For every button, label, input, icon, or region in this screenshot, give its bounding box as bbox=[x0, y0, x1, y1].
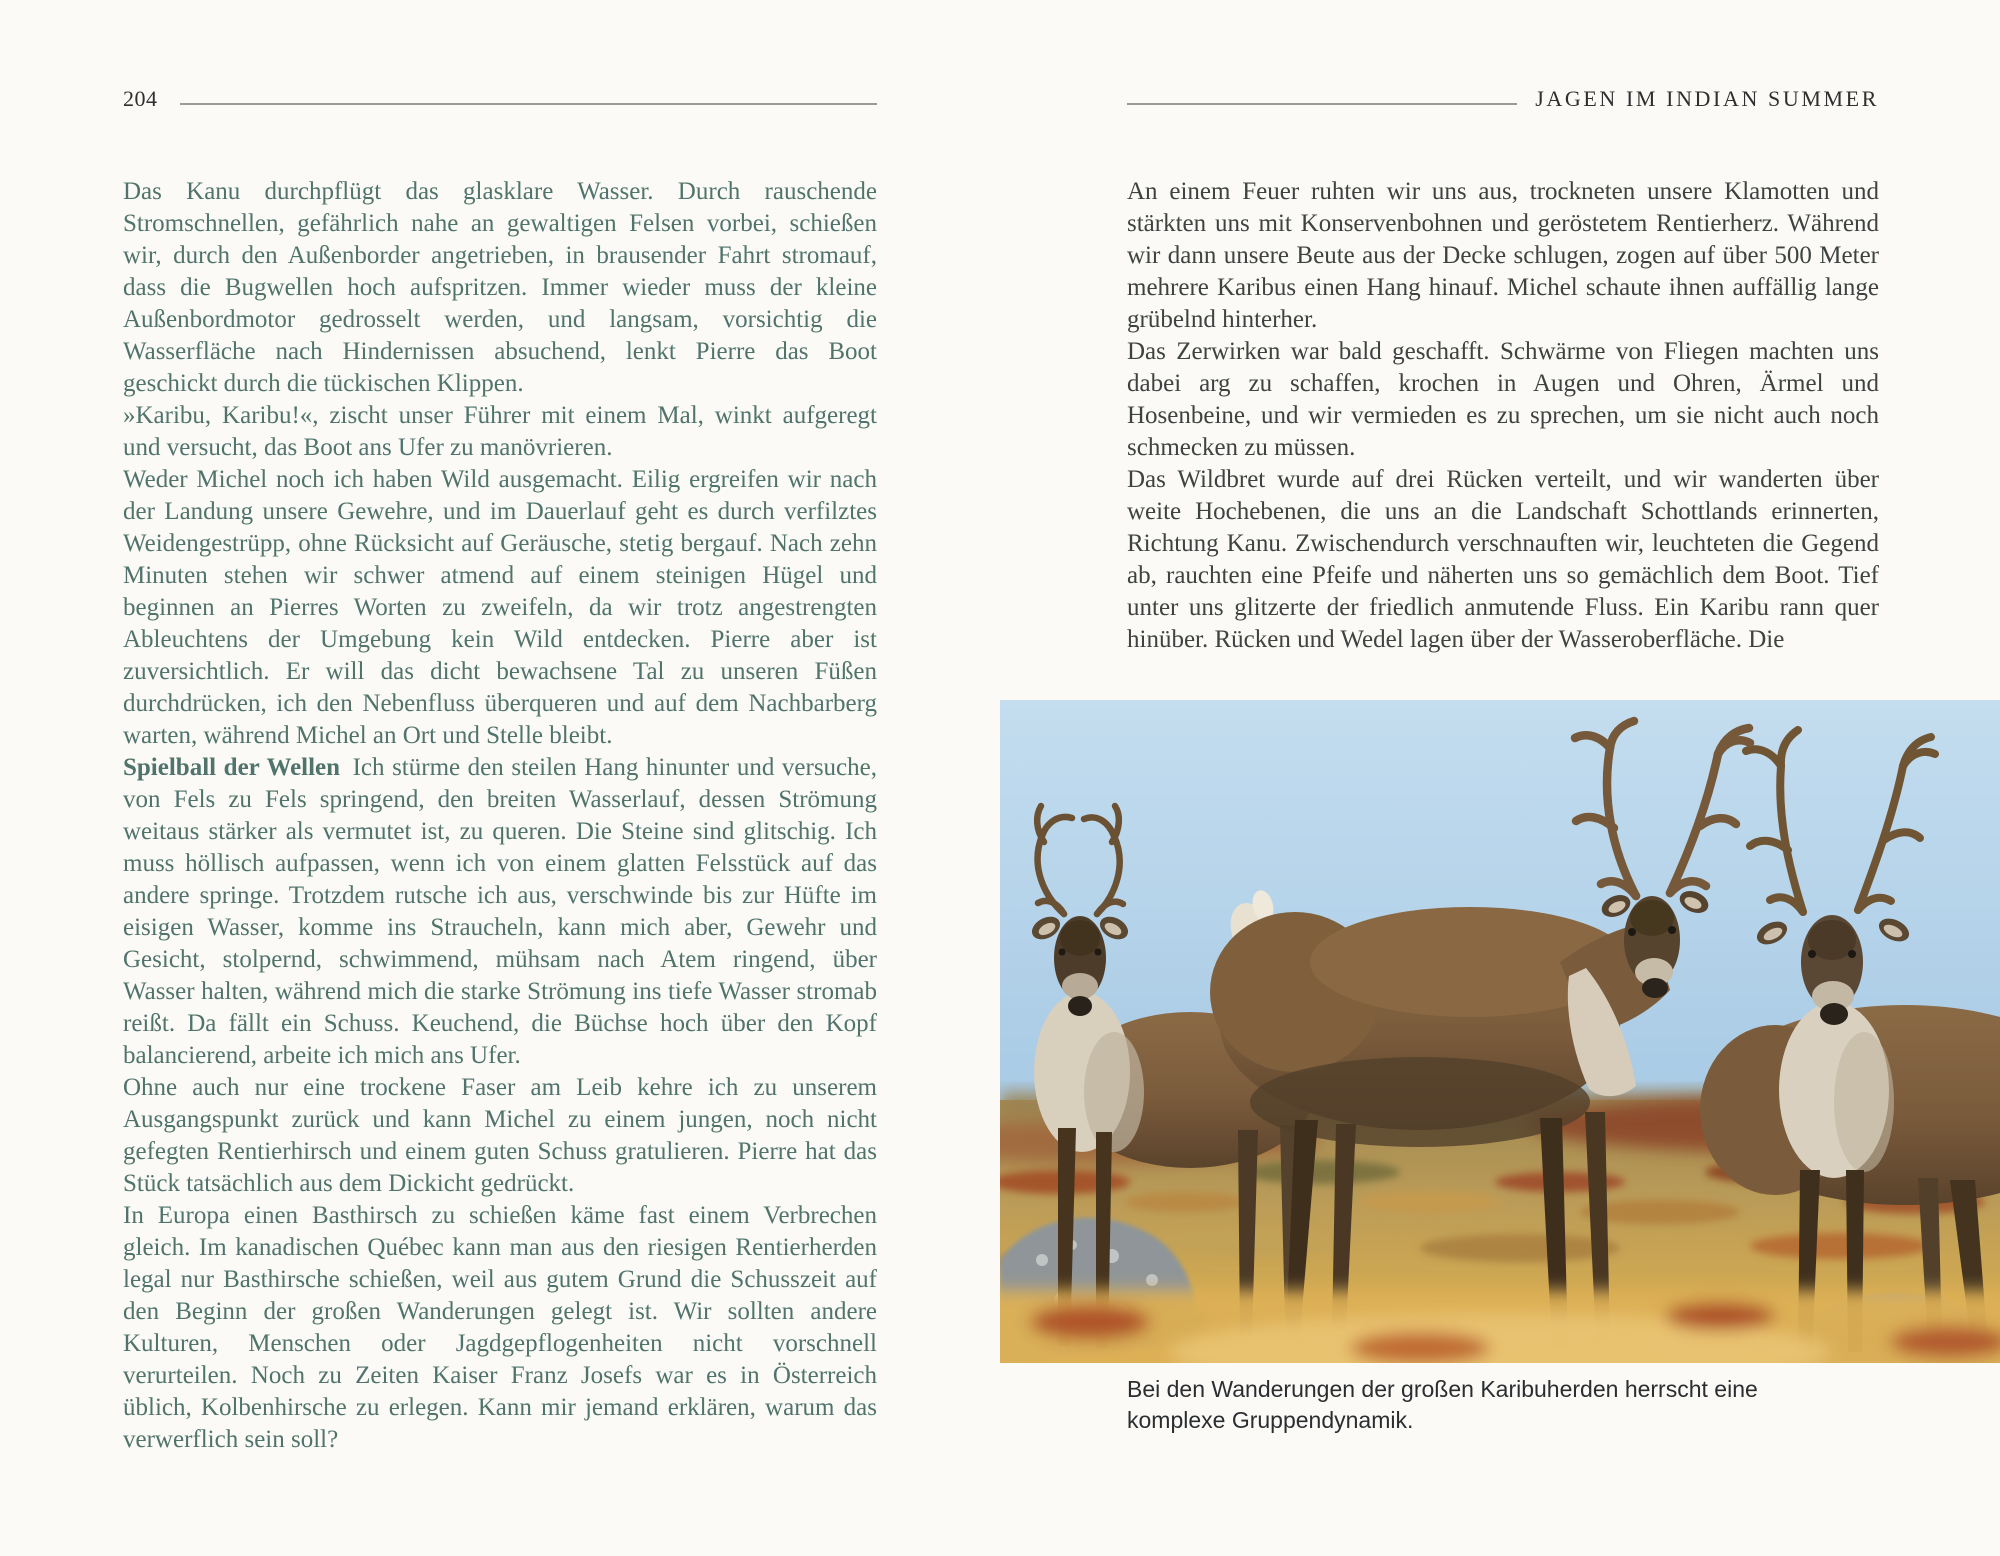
paragraph: Spielball der Wellen Ich stürme den steilen Hang hinunter und versuche, von Fels zu Fels springend, den breiten Wasserlauf, dessen Strömung weitaus stärker als vermutet ist, zu queren. Die Steine sind glitschig. Ich muss höllisch aufpassen, wenn ich von einem glatten Felsstück auf das andere springe. Trotzdem rutsche ich aus, verschwinde bis zur Hüfte im eisigen Wasser, komme ins Straucheln, kann mich aber, Gewehr und Gesicht, stolpernd, schwimmend, mühsam nach Atem ringend, über Wasser halten, während mich die starke Strömung ins tiefe Wasser stromab reißt. Da fällt ein Schuss. Keuchend, die Büchse hoch über den Kopf balancierend, arbeite ich mich ans Ufer. bbox=[123, 754, 877, 1069]
right-running-head bbox=[1127, 84, 1879, 110]
running-title: JAGEN IM INDIAN SUMMER bbox=[1535, 86, 1879, 111]
right-column-text bbox=[1127, 176, 1879, 656]
run-in-heading: Spielball der Wellen bbox=[123, 754, 341, 781]
foreground-grass bbox=[1000, 1290, 2000, 1363]
paragraph: Das Wildbret wurde auf drei Rücken verteilt, und wir wanderten über weite Hochebenen, die uns an die Landschaft Schottlands erinnerten, Richtung Kanu. Zwischendurch verschnauften wir, leuchteten die Gegend ab, rauchten eine Pfeife und näherten uns so gemächlich dem Boot. Tief unter uns glitzerte der friedlich anmutende Fluss. Ein Karibu rann quer hinüber. Rücken und Wedel lagen über der Wasseroberfläche. Die bbox=[1127, 466, 1879, 653]
paragraph: Das Kanu durchpflügt das glasklare Wasser. Durch rauschende Stromschnellen, gefährlich nahe an gewaltigen Felsen vorbei, schießen wir, durch den Außenborder angetrieben, in brausender Fahrt stromauf, dass die Bugwellen hoch aufspritzen. Immer wieder muss der kleine Außenbordmotor gedrosselt werden, und langsam, vorsichtig die Wasserfläche nach Hindernissen absuchend, lenkt Pierre das Boot geschickt durch die tückischen Klippen. bbox=[123, 178, 877, 397]
paragraph: An einem Feuer ruhten wir uns aus, trockneten unsere Klamotten und stärkten uns mit Konservenbohnen und geröstetem Rentierherz. Während wir dann unsere Beute aus der Decke schlugen, zogen auf über 500 Meter mehrere Karibus einen Hang hinauf. Michel schaute ihnen auffällig lange grübelnd hinterher. bbox=[1127, 178, 1879, 333]
paragraph: Das Zerwirken war bald geschafft. Schwärme von Fliegen machten uns dabei arg zu schaffen, krochen in Augen und Ohren, Ärmel und Hosenbeine, und wir vermieden es zu sprechen, um sie nicht auch noch schmecken zu müssen. bbox=[1127, 338, 1879, 461]
page-number: 204 bbox=[123, 86, 158, 111]
paragraph: Weder Michel noch ich haben Wild ausgemacht. Eilig ergreifen wir nach der Landung unsere Gewehre, und im Dauerlauf geht es durch verfilztes Weidengestrüpp, ohne Rücksicht auf Geräusche, stetig bergauf. Nach zehn Minuten stehen wir schwer atmend auf einem steinigen Hügel und beginnen an Pierres Worten zu zweifeln, da wir trotz angestrengten Ableuchtens der Umgebung kein Wild entdecken. Pierre aber ist zuversichtlich. Er will das dicht bewachsene Tal zu unseren Füßen durchdrücken, ich den Nebenfluss überqueren und auf dem Nachbarberg warten, während Michel an Ort und Stelle bleibt. bbox=[123, 466, 877, 749]
left-running-head bbox=[123, 84, 877, 110]
left-head-rule bbox=[180, 103, 878, 105]
caribou-photo bbox=[1000, 700, 2000, 1363]
paragraph: In Europa einen Basthirsch zu schießen käme fast einem Verbrechen gleich. Im kanadischen Québec kann man aus den riesigen Rentierherden legal nur Basthirsche schießen, weil aus gutem Grund die Schusszeit auf den Beginn der großen Wanderungen gelegt ist. Wir sollten andere Kulturen, Menschen oder Jagdgepflogenheiten nicht vorschnell verurteilen. Noch zu Zeiten Kaiser Franz Josefs war es in Österreich üblich, Kolbenhirsche zu erlegen. Kann mir jemand erklären, warum das verwerflich sein soll? bbox=[123, 1202, 877, 1453]
right-head-rule bbox=[1127, 103, 1517, 105]
paragraph: »Karibu, Karibu!«, zischt unser Führer mit einem Mal, winkt aufgeregt und versucht, das Boot ans Ufer zu manövrieren. bbox=[123, 402, 877, 461]
left-column-text bbox=[123, 176, 877, 1456]
photo-caption: Bei den Wanderungen der großen Karibuherden herrscht eine komplexe Gruppendynamik. bbox=[1127, 1376, 1758, 1433]
paragraph: Ohne auch nur eine trockene Faser am Leib kehre ich zu unserem Ausgangspunkt zurück und kann Michel zu einem jungen, noch nicht gefegten Rentierhirsch und einem guten Schuss gratulieren. Pierre hat das Stück tatsächlich aus dem Dickicht gedrückt. bbox=[123, 1074, 877, 1197]
caribou-photo-illustration bbox=[1000, 700, 2000, 1363]
